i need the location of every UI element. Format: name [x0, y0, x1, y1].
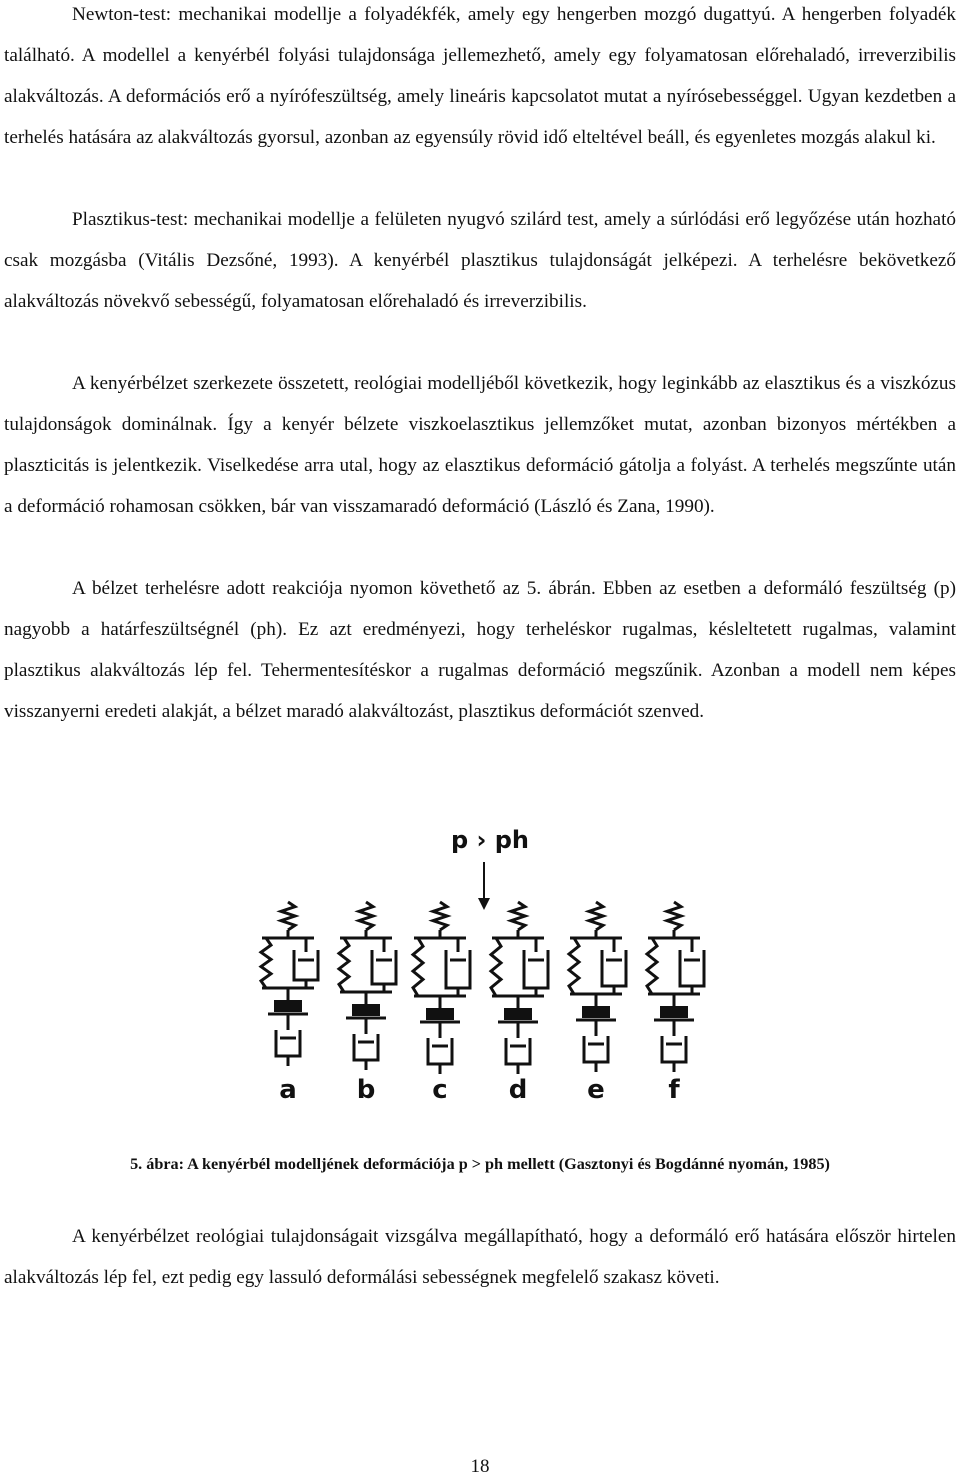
- hooke-spring: [433, 902, 447, 930]
- hooke-spring: [281, 902, 295, 930]
- paragraph-newton: Newton-test: mechanikai modellje a folyadékfék, amely egy hengerben mozgó dugattyú. A hengerben folyadék található. A modellel a kenyérbél folyási tulajdonsága jellemezhető, amely egy folyamatosan előrehaladó, irreverzibilis alakváltozás. A deformációs erő a nyírófeszültség, amely lineáris kapcsolatot mutat a nyírósebességgel. Ugyan kezdetben a terhelés hatására az alakváltozás gyorsul, azonban az egyensúly rövid idő elteltével beáll, és egyenletes mozgás alakul ki.: [4, 4, 956, 149]
- newton-dashpot-cylinder: [506, 1038, 530, 1064]
- saint-venant-block: [504, 1008, 532, 1020]
- kelvin-spring: [261, 938, 271, 988]
- newton-dashpot-cylinder: [584, 1036, 608, 1062]
- hooke-spring: [511, 902, 525, 930]
- kelvin-spring: [569, 938, 579, 994]
- kelvin-spring: [647, 938, 657, 994]
- newton-dashpot-cylinder: [662, 1036, 686, 1062]
- page-number: 18: [470, 1456, 490, 1477]
- model-label-c: c: [432, 1075, 448, 1105]
- saint-venant-block: [352, 1004, 380, 1016]
- paragraph-structure: A kenyérbélzet szerkezete összetett, reológiai modelljéből következik, hogy leginkább az elasztikus és a viszkózus tulajdonságok dominálnak. Így a kenyér bélzete viszkoelasztikus jellemzőket mutat, azonban bizonyos mértékben a plaszticitás is jelentkezik. Viselkedése arra utal, hogy az elasztikus deformáció gátolja a folyást. A terhelés megszűnte után a deformáció rohamosan csökken, bár van visszamaradó deformáció (László és Zana, 1990).: [4, 373, 956, 518]
- saint-venant-block: [274, 1000, 302, 1012]
- newton-dashpot-cylinder: [428, 1038, 452, 1064]
- saint-venant-block: [660, 1006, 688, 1018]
- kelvin-dashpot-cylinder: [294, 950, 318, 980]
- figure-caption: 5. ábra: A kenyérbél modelljének deformációja p > ph mellett (Gasztonyi és Bogdánné nyomán, 1985): [130, 1155, 830, 1173]
- model-label-f: f: [668, 1075, 680, 1105]
- kelvin-dashpot-cylinder: [446, 950, 470, 988]
- hooke-spring: [359, 902, 373, 930]
- paragraph-figure-reference: A bélzet terhelésre adott reakciója nyomon követhető az 5. ábrán. Ebben az esetben a deformáló feszültség (p) nagyobb a határfeszültségnél (ph). Ez azt eredményezi, hogy terheléskor rugalmas, késleltetett rugalmas, valamint plasztikus alakváltozás lép fel. Tehermentesítéskor a rugalmas deformáció megszűnik. Azonban a modell nem képes visszanyerni eredeti alakját, a bélzet maradó alakváltozást, plasztikus deformációt szenved.: [4, 578, 956, 723]
- saint-venant-block: [426, 1008, 454, 1020]
- kelvin-spring: [413, 938, 423, 996]
- rheology-model-a: [261, 902, 318, 1105]
- rheology-model-c: [413, 902, 470, 1105]
- rheology-model-figure: [240, 818, 720, 1118]
- rheology-model-f: [647, 902, 704, 1105]
- newton-dashpot-cylinder: [354, 1034, 378, 1060]
- saint-venant-block: [582, 1006, 610, 1018]
- model-label-e: e: [587, 1075, 605, 1105]
- kelvin-dashpot-cylinder: [524, 950, 548, 988]
- newton-dashpot-cylinder: [276, 1030, 300, 1056]
- kelvin-spring: [339, 938, 349, 992]
- kelvin-dashpot-cylinder: [602, 950, 626, 986]
- paragraph-conclusion: A kenyérbélzet reológiai tulajdonságait vizsgálva megállapítható, hogy a deformáló erő hatására először hirtelen alakváltozás lép fel, ezt pedig egy lassuló deformálási sebességnek megfelelő szakasz követi.: [4, 1226, 956, 1289]
- rheology-model-e: [569, 902, 626, 1105]
- hooke-spring: [667, 902, 681, 930]
- paragraph-plastic: Plasztikus-test: mechanikai modellje a felületen nyugvó szilárd test, amely a súrlódási erő legyőzése után hozható csak mozgásba (Vitális Dezsőné, 1993). A kenyérbél plasztikus tulajdonságát jelképezi. A terhelésre bekövetkező alakváltozás növekvő sebességű, folyamatosan előrehaladó és irreverzibilis.: [4, 209, 956, 313]
- kelvin-dashpot-cylinder: [680, 950, 704, 986]
- model-label-d: d: [508, 1075, 528, 1105]
- rheology-model-d: [491, 902, 548, 1105]
- figure-load-label: p › ph: [450, 826, 530, 854]
- model-label-a: a: [279, 1075, 297, 1105]
- kelvin-spring: [491, 938, 501, 996]
- hooke-spring: [589, 902, 603, 930]
- load-arrow-head: [478, 898, 490, 910]
- rheology-model-b: [339, 902, 396, 1105]
- kelvin-dashpot-cylinder: [372, 950, 396, 984]
- model-label-b: b: [356, 1075, 376, 1105]
